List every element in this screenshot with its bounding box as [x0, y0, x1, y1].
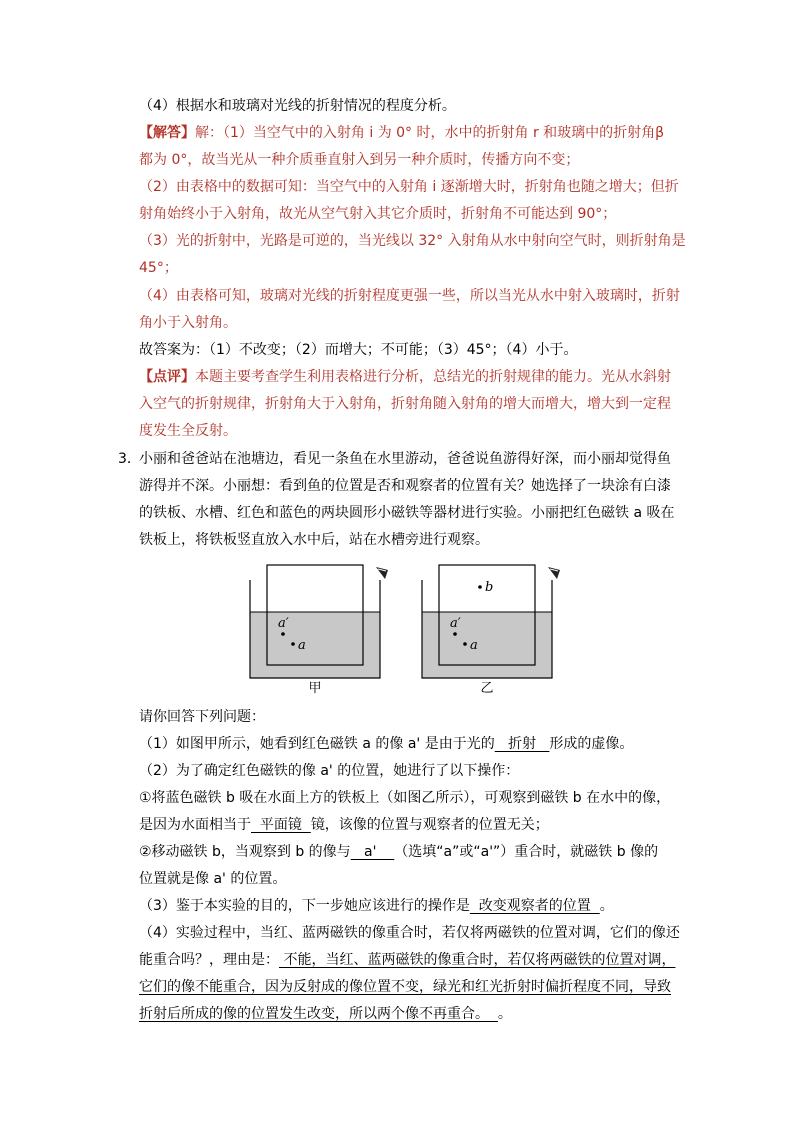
answer-1-prefix: （1）如图甲所示，她看到红色磁铁 a 的像 a' 是由于光的: [139, 736, 495, 752]
eye-icon: [548, 567, 560, 579]
comment-line: 入空气的折射规律，折射角大于入射角，折射角随入射角的增大而增大，增大到一定程: [139, 396, 671, 412]
point-a-label: a: [298, 638, 306, 653]
comment-tag: 【点评】: [139, 369, 195, 385]
text-line: （4）根据水和玻璃对光线的折射情况的程度分析。: [139, 98, 456, 114]
answer-2-step1: ①将蓝色磁铁 b 吸在水面上方的铁板上（如图乙所示），可观察到磁铁 b 在水中的像，: [139, 790, 671, 806]
answer-2b-suffix: （选填“a”或“a'”）重合时，就磁铁 b 像的: [394, 844, 659, 860]
answer-2-prefix: 是因为水面相当于: [139, 817, 251, 833]
magnet-a-dot: [463, 642, 467, 646]
water-left: [250, 612, 380, 678]
answer-line: 角小于入射角。: [139, 315, 237, 331]
answer-line: （3）光的折射中，光路是可逆的，当光线以 32° 入射角从水中射向空气时，则折射角是: [139, 233, 686, 249]
magnet-a-dot: [291, 642, 295, 646]
answer-2b-fill: a': [350, 844, 395, 860]
answer-4-fill-line: 它们的像不能重合，因为反射成的像位置不变，绿光和红光折射时偏折程度不同，导致: [139, 979, 671, 995]
answer-1-suffix: 形成的虚像。: [549, 736, 634, 752]
answer-4-last: [139, 1004, 512, 1024]
image-a-prime-dot: [281, 632, 285, 636]
water-right: [422, 612, 552, 678]
answer-2b-prefix: ②移动磁铁 b，当观察到 b 的像与: [139, 844, 351, 860]
answer-line: （2）由表格中的数据可知：当空气中的入射角 i 逐渐增大时，折射角也随之增大；但折: [139, 179, 679, 195]
point-a-prime-label: a′: [450, 616, 461, 631]
answer-tag: 【解答】: [139, 125, 195, 141]
answer-text: 解：（1）当空气中的入射角 i 为 0° 时，水中的折射角 r 和玻璃中的折射角β: [195, 125, 665, 141]
comment-line: [139, 367, 671, 387]
tank-yi: [422, 565, 560, 696]
answer-line: 射角始终小于入射角，故光从空气射入其它介质时，折射角不可能达到 90°；: [139, 206, 617, 222]
magnet-b-dot: [478, 585, 482, 589]
point-a-label: a: [470, 638, 478, 653]
answer-line: [139, 123, 664, 143]
answer-4-suffix: 。: [497, 1006, 512, 1022]
answer-line: （4）由表格可知，玻璃对光线的折射程度更强一些，所以当光从水中射入玻璃时，折射: [139, 288, 680, 304]
answer-2-fill: 平面镜: [251, 817, 311, 833]
answer-4-cont: [139, 950, 675, 970]
answer-4-prefix: 能重合吗？，理由是：: [139, 952, 279, 968]
question-text: 的铁板、水槽、红色和蓝色的两块圆形小磁铁等器材进行实验。小丽把红色磁铁 a 吸在: [139, 505, 675, 521]
answer-2-step2-cont: 位置就是像 a' 的位置。: [139, 871, 287, 887]
prompt-text: 请你回答下列问题：: [139, 709, 265, 725]
answer-4-fill-end: 折射后所成的像的位置发生改变，所以两个像不再重合。: [139, 1006, 498, 1022]
question-text: 小丽和爸爸站在池塘边，看见一条鱼在水里游动，爸爸说鱼游得好深，而小丽却觉得鱼: [139, 451, 671, 467]
comment-line: 度发生全反射。: [139, 423, 237, 439]
answer-3-prefix: （3）鉴于本实验的目的，下一步她应该进行的操作是: [139, 898, 470, 914]
answer-3-suffix: 。: [599, 898, 614, 914]
answer-3: [139, 896, 614, 916]
question-text: 铁板上，将铁板竖直放入水中后，站在水槽旁进行观察。: [139, 532, 489, 548]
eye-icon: [376, 567, 388, 579]
question-number: 3．: [118, 451, 141, 467]
point-a-prime-label: a′: [278, 616, 289, 631]
answer-2-suffix: 镜，该像的位置与观察者的位置无关；: [310, 817, 549, 833]
answer-summary: 故答案为：（1）不改变；（2）而增大；不可能；（3）45°；（4）小于。: [139, 342, 578, 358]
answer-2: （2）为了确定红色磁铁的像 a' 的位置，她进行了以下操作：: [139, 763, 520, 779]
comment-text: 本题主要考查学生利用表格进行分析，总结光的折射规律的能力。光从水斜射: [195, 369, 671, 385]
answer-4-fill: 不能，当红、蓝两磁铁的像重合时，若仅将两磁铁的位置对调，: [279, 952, 676, 968]
figure-label-yi: 乙: [480, 681, 494, 696]
tank-jia: [250, 565, 388, 696]
answer-2-step1-cont: [139, 815, 549, 835]
question-text: 游得并不深。小丽想：看到鱼的位置是否和观察者的位置有关？她选择了一块涂有白漆: [139, 478, 671, 494]
figure-label-jia: 甲: [308, 681, 322, 696]
answer-1: [139, 734, 633, 754]
experiment-figure: [245, 560, 575, 700]
answer-line: 45°；: [139, 260, 178, 276]
answer-4: （4）实验过程中，当红、蓝两磁铁的像重合时，若仅将两磁铁的位置对调，它们的像还: [139, 925, 680, 941]
answer-2-step2: [139, 842, 658, 862]
answer-line: 都为 0°，故当光从一种介质垂直射入到另一种介质时，传播方向不变；: [139, 152, 580, 168]
point-b-label: b: [485, 580, 494, 595]
answer-1-fill: 折射: [494, 736, 550, 752]
image-a-prime-dot: [453, 632, 457, 636]
answer-3-fill: 改变观察者的位置: [469, 898, 600, 914]
